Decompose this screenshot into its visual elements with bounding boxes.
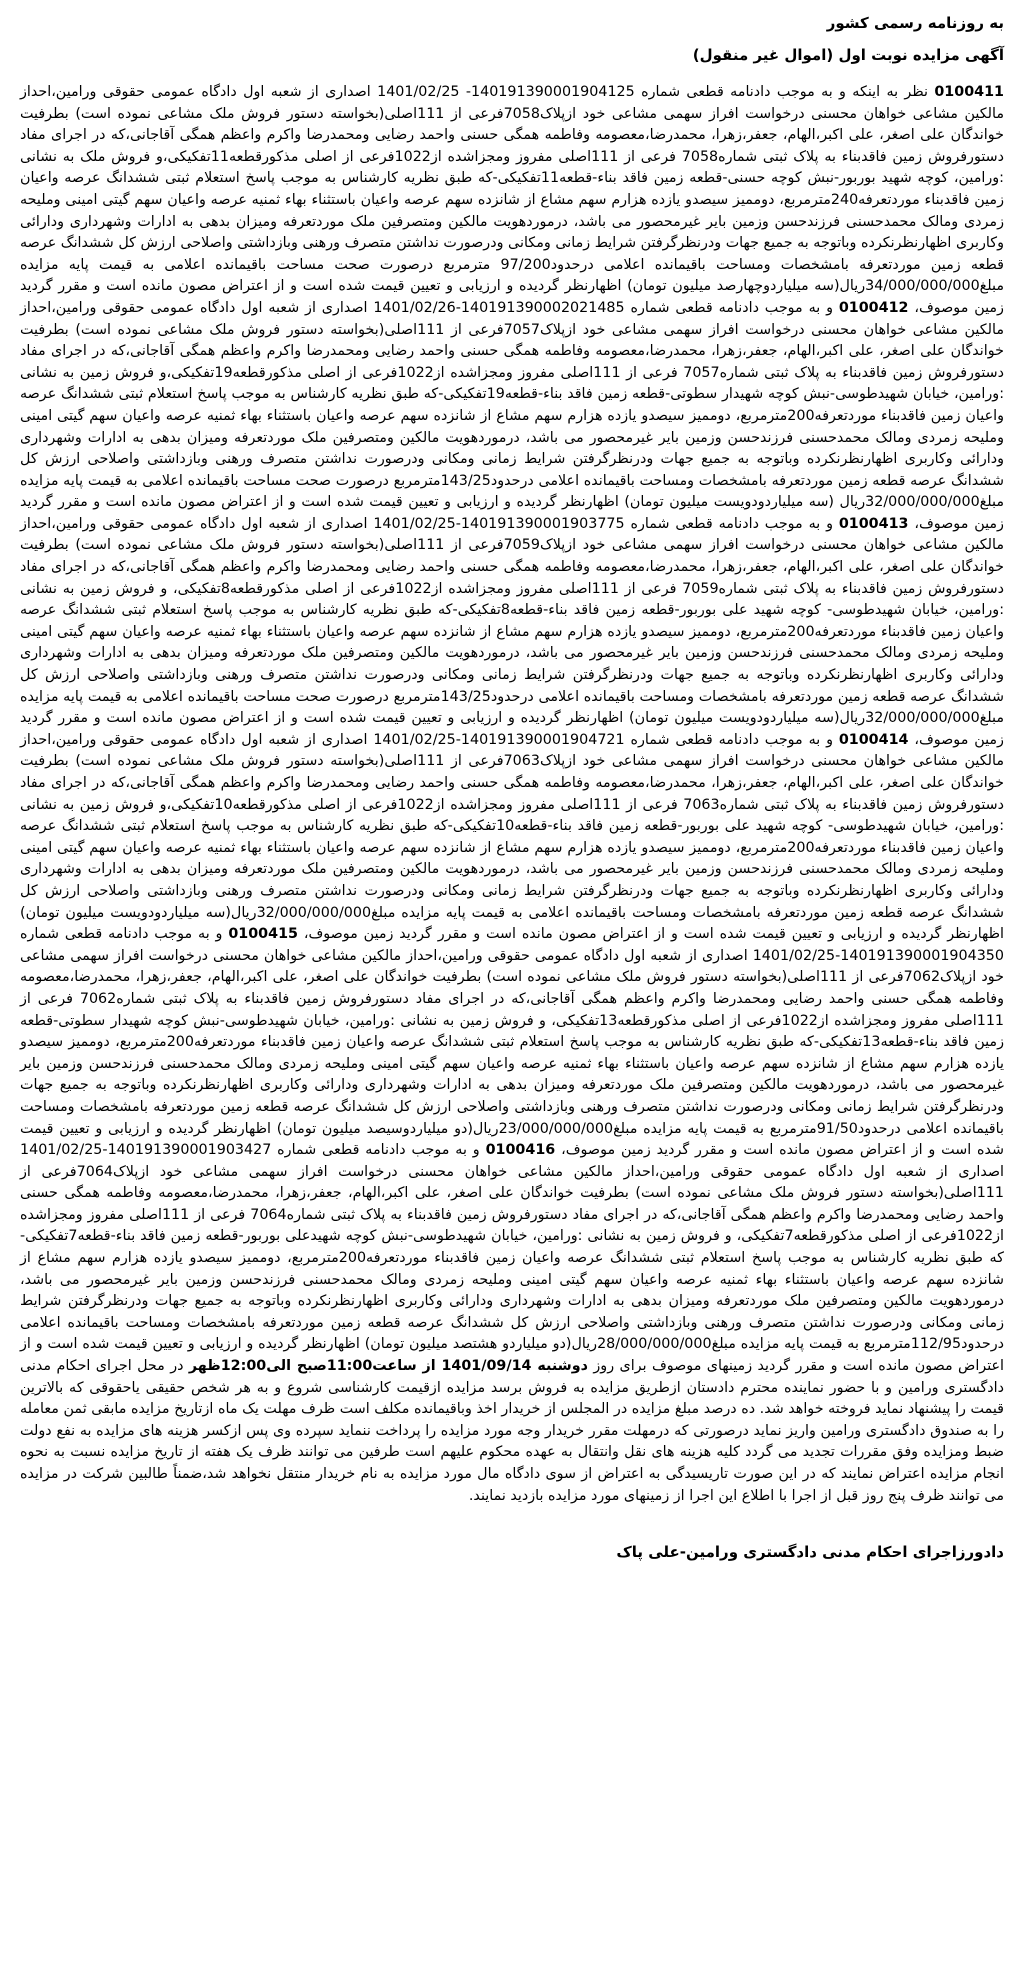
auction-date-time: دوشنبه 1401/09/14 از ساعت11:00صبح الی12:00ظهر [188,1358,588,1375]
lot-text: و به موجب دادنامه قطعی شماره 140191390001903427-1401/02/25 اصداری از شعبه اول دادگاه عمومی حقوقی ورامین،احداز مالکین مشاعی خواهان محسنی درخواست افراز سهمی مشاعی خود ازپلاک7064فرعی از 111اصلی(بخواسته دستور فروش ملک مشاعی نموده است) بطرفیت خواندگان علی اصغر، علی اکبر،الهام، جعفر،زهرا، محمدرضا،معصومه وفاطمه همگی حسنی واحمد رضایی ومحمدرضا واکرم واعظم همگی آقاجانی،که در اجرای مفاد دستورفروش زمین فاقدبناء به پلاک ثبتی شماره7064 فرعی از 111اصلی مفروز ومجزاشده از1022فرعی از اصلی مذکورقطعه7تفکیکی، و فروش زمین به نشانی :ورامین، خیابان شهیدطوسی-نبش کوچه شهیدعلی بوربور-قطعه زمین فاقد بناء-قطعه7تفکیکی-که طبق نظریه کارشناس به موجب پاسخ استعلام ثبتی ششدانگ عرصه واعیان زمین فاقدبناء موردتعرفه200مترمربع، دوممیز سیصدو یازده هزارم سهم مشاع از شانزده سهم عرصه واعیان باستثناء بهاء ثمنیه عرصه واعیان سهم گیتی امینی وملیحه زمردی ومالک محمدحسنی فرزندحسن وزمین بایر غیرمحصور می باشد، درموردهویت مالکین ومتصرفین ملک موردتعرفه ومیزان بدهی به ادارات وشهرداری ودارائی وکاربری اظهارنظرنکرده وباتوجه به جمیع جهات ودرنظرگرفتن شرایط زمانی ومکانی ودرصورت نداشتن متصرف ورهنی وبازداشتی واصلاحی ارزش کل ششدانگ عرصه قطعه زمین موردتعرفه بامشخصات ومساحت باقیمانده اعلامی درحدود112/95مترمربع به قیمت پایه مزایده مبلغ28/000/000/000ریال(دو میلیاردو هشتصد میلیون تومان) اظهارنظر گردیده و ارزیابی و تعیین قیمت شده است و از اعتراض مصون مانده است و مقرر گردید زمینهای موصوف برای روز [20,1142,1005,1375]
signature-line: دادورزاجرای احکام مدنی دادگستری ورامین-علی پاک [616,1543,1004,1562]
lot-number: 0100411 [934,84,1004,100]
publication-line: به روزنامه رسمی کشور [826,14,1004,32]
auction-terms: در محل اجرای احکام مدنی دادگستری ورامین و با حضور نماینده محترم دادستان ازطریق مزایده به فروش برسد مزایده ازقیمت کارشناسی شروع و به هر شخص حقیقی یاحقوقی که بالاترین قیمت را پیشنهاد نماید فروخته خواهد شد. ده درصد مبلغ مزایده در المجلس از خریدار اخذ وباقیمانده مکلف است ظرف مهلت یک ماه ازتاریخ مزایده مابقی ثمن معامله را به صندوق دادگستری ورامین واریز نماید درصورتی که درمهلت مقرر خریدار وجه مورد مزایده را پرداخت ننماید سپرده وی پس ازکسر هزینه های مزایده به نفع دولت ضبط ومزایده وفق مقررات تجدید می گردد کلیه هزینه های نقل وانتقال به عهده محکوم علیهم است طرفین می توانند ظرف یک هفته از تاریخ مزایده نسبت به نحوه انجام مزایده اعتراض نمایند که در این صورت تاریسیدگی به اعتراض از سوی دادگاه مال مورد مزایده به نام خریدار منتقل نخواهد شد،ضمناً طالبین شرکت در مزایده می توانند ظرف پنج روز قبل از اجرا با اطلاع این اجرا از زمینهای مورد مزایده بازدید نمایند. [20,1358,1004,1504]
lot-text: و به موجب دادنامه قطعی شماره 140191390002021485-1401/02/26 اصداری از شعبه اول دادگاه عمومی حقوقی ورامین،احداز مالکین مشاعی خواهان محسنی درخواست افراز سهمی مشاعی خود ازپلاک7057فرعی از 111اصلی(بخواسته دستور فروش ملک مشاعی نموده است) بطرفیت خواندگان علی اصغر، علی اکبر،الهام، جعفر،زهرا، محمدرضا،معصومه وفاطمه همگی حسنی واحمد رضایی ومحمدرضا واکرم واعظم همگی آقاجانی،که در اجرای مفاد دستورفروش زمین فاقدبناء به پلاک ثبتی شماره7057 فرعی از 111اصلی مفروز ومجزاشده از1022فرعی از اصلی مذکورقطعه19تفکیکی،و فروش زمین به نشانی :ورامین، خیابان شهیدطوسی-نبش کوچه شهیدار سطوتی-قطعه زمین فاقد بناء-قطعه19تفکیکی-که طبق نظریه کارشناس به موجب پاسخ استعلام ثبتی ششدانگ عرصه واعیان زمین فاقدبناء موردتعرفه200مترمربع، دوممیز سیصدو یازده هزارم سهم مشاع از شانزده سهم عرصه واعیان باستثناء بهاء ثمنیه عرصه واعیان سهم گیتی امینی وملیحه زمردی ومالک محمدحسنی فرزندحسن وزمین بایر غیرمحصور می باشد، درموردهویت مالکین ومتصرفین ملک موردتعرفه ومیزان بدهی به ادارات وشهرداری ودارائی وکاربری اظهارنظرنکرده وباتوجه به جمیع جهات ودرنظرگرفتن شرایط زمانی ومکانی ودرصورت نداشتن متصرف ورهنی وبازداشتی واصلاحی ارزش کل ششدانگ عرصه قطعه زمین موردتعرفه بامشخصات ومساحت باقیمانده اعلامی درحدود143/25مترمربع درصورت صحت مساحت باقیمانده اعلامی به قیمت پایه مزایده مبلغ32/000/000/000ریال (سه میلیاردودویست میلیون تومان) اظهارنظر گردیده و ارزیابی و تعیین قیمت شده است و از اعتراض مصون مانده است و مقرر گردید زمین موصوف، [20,299,1005,532]
lot-text: و به موجب دادنامه قطعی شماره 140191390001904350-1401/02/25 اصداری از شعبه اول دادگاه عمومی حقوقی ورامین،احداز مالکین مشاعی خواهان محسنی درخواست افراز سهمی مشاعی خود ازپلاک7062فرعی از 111اصلی(بخواسته دستور فروش ملک مشاعی نموده است) بطرفیت خواندگان علی اصغر، علی اکبر،الهام، جعفر،زهرا، محمدرضا،معصومه وفاطمه همگی حسنی واحمد رضایی ومحمدرضا واکرم واعظم همگی آقاجانی،که در اجرای مفاد دستورفروش زمین فاقدبناء به پلاک ثبتی شماره7062 فرعی از 111اصلی مفروز ومجزاشده از1022فرعی از اصلی مذکورقطعه13تفکیکی، و فروش زمین به نشانی :ورامین، خیابان شهیدطوسی-نبش کوچه شهیدار سطوتی-قطعه زمین فاقد بناء-قطعه13تفکیکی-که طبق نظریه کارشناس به موجب پاسخ استعلام ثبتی ششدانگ عرصه واعیان زمین فاقدبناء موردتعرفه200مترمربع، دوممیز سیصدو یازده هزارم سهم مشاع از شانزده سهم عرصه واعیان باستثناء بهاء ثمنیه عرصه واعیان سهم گیتی امینی وملیحه زمردی ومالک محمدحسنی فرزندحسن وزمین بایر غیرمحصور می باشد، درموردهویت مالکین ومتصرفین ملک موردتعرفه ومیزان بدهی به ادارات وشهرداری ودارائی وکاربری اظهارنظرنکرده وباتوجه به جمیع جهات ودرنظرگرفتن شرایط زمانی ومکانی ودرصورت نداشتن متصرف ورهنی وبازداشتی واصلاحی ارزش کل ششدانگ عرصه قطعه زمین موردتعرفه بامشخصات ومساحت باقیمانده اعلامی درحدود91/50مترمربع به قیمت پایه مزایده مبلغ23/000/000/000ریال(دو میلیاردوسیصد میلیون تومان) اظهارنظر گردیده و ارزیابی و تعیین قیمت شده است و از اعتراض مصون مانده است و مقرر گردید زمین موصوف، [20,926,1005,1159]
lot-text: و به موجب دادنامه قطعی شماره 140191390001903775-1401/02/25 اصداری از شعبه اول دادگاه عمومی حقوقی ورامین،احداز مالکین مشاعی خواهان محسنی درخواست افراز سهمی مشاعی خود ازپلاک7059فرعی از 111اصلی(بخواسته دستور فروش ملک مشاعی نموده است) بطرفیت خواندگان علی اصغر، علی اکبر،الهام، جعفر،زهرا، محمدرضا،معصومه وفاطمه همگی حسنی واحمد رضایی ومحمدرضا واکرم واعظم همگی آقاجانی،که در اجرای مفاد دستورفروش زمین فاقدبناء به پلاک ثبتی شماره7059 فرعی از 111اصلی مفروز ومجزاشده از1022فرعی از اصلی مذکورقطعه8تفکیکی، و فروش زمین به نشانی :ورامین، خیابان شهیدطوسی- کوچه شهید علی بوربور-قطعه زمین فاقد بناء-قطعه8تفکیکی-که طبق نظریه کارشناس به موجب پاسخ استعلام ثبتی ششدانگ عرصه واعیان زمین فاقدبناء موردتعرفه200مترمربع، دوممیز سیصدو یازده هزارم سهم مشاع از شانزده سهم عرصه واعیان باستثناء بهاء ثمنیه عرصه واعیان سهم گیتی امینی وملیحه زمردی ومالک محمدحسنی فرزندحسن وزمین بایر غیرمحصور می باشد، درموردهویت مالکین ومتصرفین ملک موردتعرفه ومیزان بدهی به ادارات وشهرداری ودارائی وکاربری اظهارنظرنکرده وباتوجه به جمیع جهات ودرنظرگرفتن شرایط زمانی ومکانی ودرصورت نداشتن متصرف ورهنی وبازداشتی واصلاحی ارزش کل ششدانگ عرصه قطعه زمین موردتعرفه بامشخصات ومساحت باقیمانده اعلامی درحدود143/25مترمربع درصورت صحت مساحت باقیمانده اعلامی به قیمت پایه مزایده مبلغ32/000/000/000ریال(سه میلیاردودویست میلیون تومان) اظهارنظر گردیده و ارزیابی و تعیین قیمت شده است و از اعتراض مصون مانده است و مقرر گردید زمین موصوف، [20,515,1005,748]
announcement-body [20,82,1004,1507]
lot-number: 0100414 [838,731,909,748]
lot-number: 0100416 [485,1142,556,1159]
lot-number: 0100413 [838,515,909,532]
announcement-title: آگهی مزایده نوبت اول (اموال غیر منقول) [692,46,1004,64]
lot-number: 0100415 [228,926,298,943]
lot-text: نظر به اینکه و به موجب دادنامه قطعی شماره 140191390001904125- 1401/02/25 اصداری از شعبه اول دادگاه عمومی حقوقی ورامین،احداز مالکین مشاعی خواهان محسنی درخواست افراز سهمی مشاعی خود ازپلاک7058فرعی از 111اصلی(بخواسته دستور فروش ملک مشاعی نموده است) بطرفیت خواندگان علی اصغر، علی اکبر،الهام، جعفر،زهرا، محمدرضا،معصومه وفاطمه همگی حسنی واحمد رضایی ومحمدرضا واکرم واعظم همگی آقاجانی،که در اجرای مفاد دستورفروش زمین فاقدبناء به پلاک ثبتی شماره7058 فرعی از 111اصلی مفروز ومجزاشده از1022فرعی از اصلی مذکورقطعه11تفکیکی،و فروش ملک به نشانی :ورامین، کوچه شهید بوربور-نبش کوچه حسنی-قطعه زمین فاقد بناء-قطعه11تفکیکی-که طبق نظریه کارشناس به موجب پاسخ استعلام ثبتی ششدانگ عرصه واعیان زمین فاقدبناء موردتعرفه240مترمربع، دوممیز سیصدو یازده هزارم سهم مشاع از شانزده سهم عرصه واعیان باستثناء بهاء ثمنیه عرصه واعیان سهم گیتی امینی وملیحه زمردی ومالک محمدحسنی فرزندحسن وزمین بایر غیرمحصور می باشد، درموردهویت مالکین ومتصرفین ملک موردتعرفه ومیزان بدهی به ادارات وشهرداری ودارائی وکاربری اظهارنظرنکرده وباتوجه به جمیع جهات ودرنظرگرفتن شرایط زمانی ومکانی ودرصورت نداشتن متصرف ورهنی وبازداشتی واصلاحی ارزش کل ششدانگ عرصه قطعه زمین موردتعرفه بامشخصات ومساحت باقیمانده اعلامی درحدود97/200 مترمربع درصورت صحت مساحت باقیمانده اعلامی به قیمت پایه مزایده مبلغ34/000/000/000ریال(سه میلیاردوچهارصد میلیون تومان) اظهارنظر گردیده و ارزیابی و تعیین قیمت شده است و از اعتراض مصون مانده است و مقرر گردید زمین موصوف، [20,84,1004,316]
lot-text: و به موجب دادنامه قطعی شماره 140191390001904721-1401/02/25 اصداری از شعبه اول دادگاه عمومی حقوقی ورامین،احداز مالکین مشاعی خواهان محسنی درخواست افراز سهمی مشاعی خود ازپلاک7063فرعی از 111اصلی(بخواسته دستور فروش ملک مشاعی نموده است) بطرفیت خواندگان علی اصغر، علی اکبر،الهام، جعفر،زهرا، محمدرضا،معصومه وفاطمه همگی حسنی واحمد رضایی ومحمدرضا واکرم واعظم همگی آقاجانی،که در اجرای مفاد دستورفروش زمین فاقدبناء به پلاک ثبتی شماره7063 فرعی از 111اصلی مفروز ومجزاشده از1022فرعی از اصلی مذکورقطعه10تفکیکی،و فروش زمین به نشانی :ورامین، خیابان شهیدطوسی- کوچه شهید علی بوربور-قطعه زمین فاقد بناء-قطعه10تفکیکی-که طبق نظریه کارشناس به موجب پاسخ استعلام ثبتی ششدانگ عرصه واعیان زمین فاقدبناء موردتعرفه200مترمربع، دوممیز سیصدو یازده هزارم سهم مشاع از شانزده سهم عرصه واعیان باستثناء بهاء ثمنیه عرصه واعیان سهم گیتی امینی وملیحه زمردی ومالک محمدحسنی فرزندحسن وزمین بایر غیرمحصور می باشد، درموردهویت مالکین ومتصرفین ملک موردتعرفه ومیزان بدهی به ادارات وشهرداری ودارائی وکاربری اظهارنظرنکرده وباتوجه به جمیع جهات ودرنظرگرفتن شرایط زمانی ومکانی ودرصورت نداشتن متصرف ورهنی وبازداشتی واصلاحی ارزش کل ششدانگ عرصه قطعه زمین موردتعرفه بامشخصات ومساحت باقیمانده اعلامی به قیمت پایه مزایده مبلغ32/000/000/000ریال(سه میلیاردودویست میلیون تومان) اظهارنظر گردیده و ارزیابی و تعیین قیمت شده است و از اعتراض مصون مانده است و مقرر گردید زمین موصوف، [20,731,1005,943]
lot-number: 0100412 [838,299,909,316]
